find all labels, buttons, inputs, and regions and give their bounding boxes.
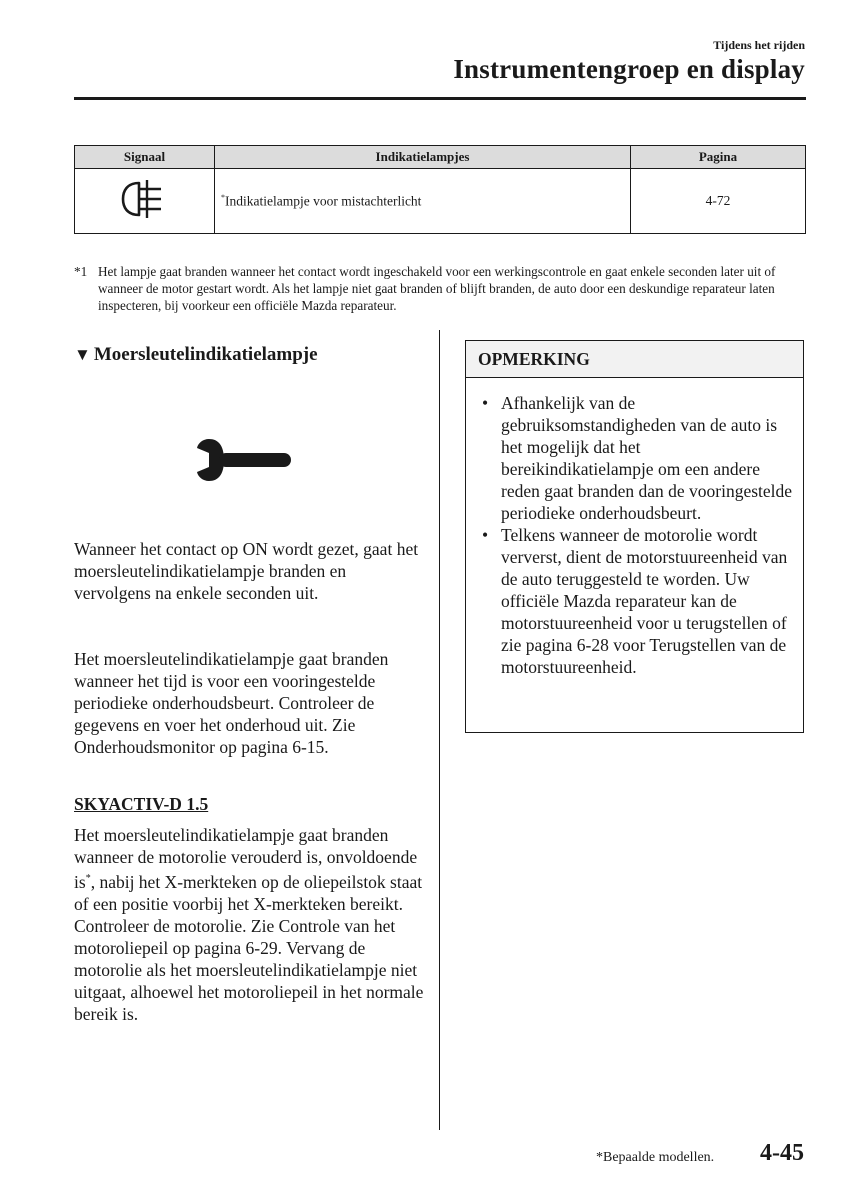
asterisk-mark: * bbox=[221, 192, 225, 202]
table-row bbox=[75, 169, 806, 234]
bullet-icon: • bbox=[482, 393, 489, 413]
header-rule bbox=[74, 97, 806, 100]
column-header-signal: Signaal bbox=[75, 146, 215, 169]
bullet-icon: • bbox=[482, 525, 489, 545]
section-header: Tijdens het rijden bbox=[713, 38, 805, 52]
list-item bbox=[482, 524, 793, 678]
note-box bbox=[465, 340, 804, 733]
note-list bbox=[466, 378, 803, 678]
indicator-table bbox=[74, 145, 806, 234]
indicator-cell bbox=[215, 169, 631, 234]
paragraph-2: Het moersleutelindikatielampje gaat branden wanneer het tijd is voor een vooringestelde periodieke onderhoudsbeurt. Controleer de gegevens en voer het onderhoud uit. Zie Onderhoudsmonitor op pagina 6-15. bbox=[74, 649, 389, 757]
page-title: Instrumentengroep en display bbox=[453, 54, 805, 84]
triangle-marker-icon: ▼ bbox=[74, 345, 91, 364]
note-title: OPMERKING bbox=[466, 341, 803, 378]
list-item bbox=[482, 392, 793, 524]
footnote bbox=[74, 263, 809, 314]
paragraph-3 bbox=[74, 824, 424, 1025]
page-number: 4-45 bbox=[760, 1140, 804, 1166]
column-header-page: Pagina bbox=[631, 146, 806, 169]
column-header-indicators: Indikatielampjes bbox=[215, 146, 631, 169]
wrench-icon bbox=[195, 436, 295, 484]
section-heading bbox=[74, 344, 318, 366]
rear-fog-light-icon bbox=[119, 177, 171, 221]
asterisk-mark: * bbox=[85, 873, 91, 884]
paragraph-3-part-a: Het moersleutelindikatielampje gaat branden wanneer de motorolie verouderd is, onvoldoende is bbox=[74, 825, 418, 892]
page-cell: 4-72 bbox=[631, 169, 806, 234]
section-heading-text: Moersleutelindikatielampje bbox=[93, 344, 318, 365]
footnote-text: Het lampje gaat branden wanneer het contact wordt ingeschakeld voor een werkingscontrole en gaat enkele seconden later uit of wanneer de motor gestart wordt. Als het lampje niet gaat branden of blijft branden, de auto door een deskundige reparateur laten inspecteren, bij voorkeur een officiële Mazda reparateur. bbox=[98, 264, 776, 313]
paragraph-3-part-b: , nabij het X-merkteken op de oliepeilstok staat of een positie voorbij het X-merkteken bereikt. Controleer de motorolie. Zie Controle van het motoroliepeil op pagina 6-29. Vervang de motorolie als het moersleutelindikatielampje niet uitgaat, alhoewel het motoroliepeil in het normale bereik is. bbox=[74, 871, 424, 1024]
subheading: SKYACTIV-D 1.5 bbox=[74, 794, 209, 814]
column-divider bbox=[439, 330, 440, 1130]
footnote-mark: *1 bbox=[74, 264, 88, 279]
table-header-row bbox=[75, 146, 806, 169]
footer-note: *Bepaalde modellen. bbox=[596, 1150, 715, 1165]
wrench-icon-container bbox=[195, 436, 295, 489]
list-item-text: Telkens wanneer de motorolie wordt ververst, dient de motorstuureenheid van de auto teruggesteld te worden. Uw officiële Mazda reparateur kan de motorstuureenheid voor u terugstellen of zie pagina 6-28 voor Terugstellen van de motorstuureenheid. bbox=[501, 525, 788, 677]
paragraph-1: Wanneer het contact op ON wordt gezet, gaat het moersleutelindikatielampje branden en vervolgens na enkele seconden uit. bbox=[74, 539, 419, 603]
indicator-label: Indikatielampje voor mistachterlicht bbox=[225, 193, 422, 209]
signal-cell bbox=[75, 169, 215, 234]
list-item-text: Afhankelijk van de gebruiksomstandigheden van de auto is het mogelijk dat het bereikindikatielampje om een andere reden gaat branden dan de vooringestelde periodieke onderhoudsbeurt. bbox=[501, 393, 793, 523]
